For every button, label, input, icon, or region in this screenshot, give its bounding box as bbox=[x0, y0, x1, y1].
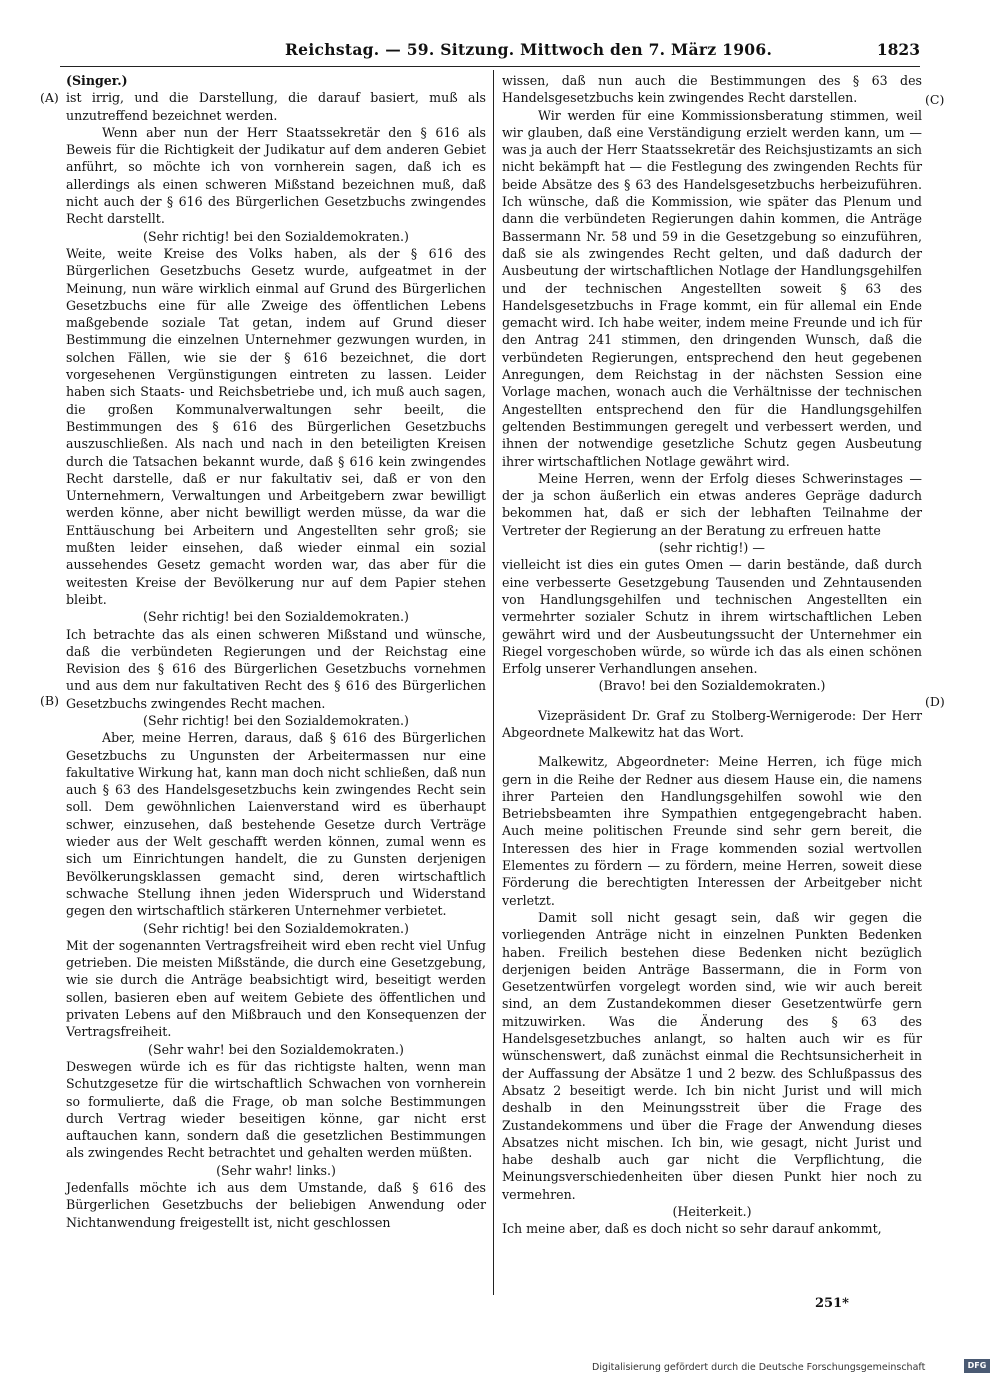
margin-mark-c: (C) bbox=[925, 92, 945, 107]
interjection: (Heiterkeit.) bbox=[672, 1204, 752, 1219]
paragraph: Deswegen würde ich es für das richtigste halten, wenn man Schutzgesetze für die wirtschaftlich Schwachen von vornherein so formulierte, daß die Frage, ob man solche Bestimmungen durch Vertrag wieder beseitigen könne, gar nicht erst auftauchen kann, sondern daß die gesetzlichen Bestimmungen als zwingendes Recht betrachtet und gehalten werden müßten. bbox=[66, 1058, 486, 1161]
paragraph: Weite, weite Kreise des Volks haben, als der § 616 des Bürgerlichen Gesetzbuchs Gesetz wurde, aufgeatmet in der Meinung, nun wäre wirklich einmal auf Grund des Bürgerlichen Gesetzbuchs eine für alle Zweige des öffentlichen Lebens maßgebende soziale Tat getan, indem auf Grund dieser Bestimmung die einzelnen Unternehmer gezwungen wurden, in solchen Fällen, wie sie der § 616 bezeichnet, die dort vorgesehenen Vergünstigungen eintreten zu lassen. Leider haben sich Staats- und Reichsbetriebe und, ich muß auch sagen, die großen Kommunalverwaltungen sehr beeilt, die Bestimmungen des § 616 des Bürgerlichen Gesetzbuchs auszuschließen. Als nach und nach in den beteiligten Kreisen durch die Tatsachen bekannt wurde, daß § 616 kein zwingendes Recht darstelle, daß er nur fakultativ sei, daß er von den Unternehmern, Verwaltungen und Arbeitgebern zwar bewilligt werden könne, aber nicht bewilligt werden müsse, da war die Enttäuschung bei Arbeitern und Angestellten sehr groß; sie mußten leider einsehen, daß wieder einmal ein sozial aussehendes Gesetz gemacht worden war, das aber für die weitesten Kreise der Bevölkerung nur auf dem Papier stehen bleibt. bbox=[66, 245, 486, 607]
speaker-label: (Singer.) bbox=[66, 73, 128, 88]
margin-mark-d: (D) bbox=[925, 694, 945, 709]
paragraph: Malkewitz, Abgeordneter: Meine Herren, ich füge mich gern in die Reihe der Redner aus diesem Hause ein, die namens ihrer Parteien den Handlungsgehilfen sowohl wie den Betriebsbeamten ihre Sympathien entgegengebracht haben. Auch meine politischen Freunde sind sehr gern bereit, die Interessen des hier in Frage kommenden sozial wertvollen Elementes zu fördern — zu fördern, meine Herren, soweit diese Förderung die berechtigten Interessen der Arbeitgeber nicht verletzt. bbox=[502, 754, 922, 908]
running-title: Reichstag. — 59. Sitzung. Mittwoch den 7. März 1906. bbox=[285, 40, 773, 59]
paragraph: Meine Herren, wenn der Erfolg dieses Schwerinstages — der ja schon äußerlich ein etwas anderes Gepräge dadurch bekommen hat, daß er sich der lebhaften Teilnahme der Vertreter der Regierung an der Beratung zu erfreuen hatte bbox=[502, 470, 922, 538]
paragraph: Damit soll nicht gesagt sein, daß wir gegen die vorliegenden Anträge nicht in einzelnen Punkten Bedenken haben. Freilich bestehen diese Bedenken nicht bezüglich derjenigen beiden Anträge Bassermann, die in Form von Gesetzentwürfen vorgelegt worden sind, wie wir auch bereit sind, an dem Zustandekommen dieser Gesetzentwürfe gern mitzuwirken. Was die Änderung des § 63 des Handelsgesetzbuches anlangt, so halten auch wir es für wünschenswert, daß zunächst einmal die Rechtsunsicherheit in der Auffassung der Absätze 1 und 2 bezw. des Schlußpassus des Absatz 2 beseitigt werde. Ich bin nicht Jurist und will mich deshalb in den Meinungsstreit über die Frage des Zustandekommens und über die Frage der Anwendung dieses Absatzes nicht mischen. Ich bin, wie gesagt, nicht Jurist und habe deshalb auch gar nicht die Verpflichtung, die Meinungsverschiedenheiten über diesen Punkt hier noch zu vermehren. bbox=[502, 909, 922, 1202]
interjection: (Sehr richtig! bei den Sozialdemokraten.) bbox=[143, 920, 409, 936]
dfg-logo: DFG bbox=[964, 1359, 990, 1373]
page-header bbox=[60, 40, 920, 66]
digitization-credit: Digitalisierung gefördert durch die Deutsche Forschungsgemeinschaft bbox=[592, 1362, 926, 1373]
paragraph: vielleicht ist dies ein gutes Omen — darin bestände, daß durch eine verbesserte Gesetzgebung Tausenden und Zehntausenden von Handlungsgehilfen und technischen Angestellten ein vermehrter sozialer Schutz in ihrem wirtschaftlichen Leben gewährt wird und der Ausbeutungssucht der Unternehmer ein Riegel vorgeschoben würde, so würde ich das als einen schönen Erfolg unserer Verhandlungen ansehen. bbox=[502, 557, 922, 677]
header-rule bbox=[60, 66, 920, 67]
interjection: (Sehr wahr! links.) bbox=[216, 1162, 336, 1178]
interjection: (sehr richtig!) — bbox=[659, 540, 765, 556]
paragraph: Ich betrachte das als einen schweren Mißstand und wünsche, daß die verbündeten Regierungen und der Reichstag eine Revision des § 616 des Bürgerlichen Gesetzbuchs vornehmen und aus dem nur fakultativen Recht des § 616 des Bürgerlichen Gesetzbuchs zwingendes Recht machen. bbox=[66, 626, 486, 711]
interjection: (Sehr richtig! bei den Sozialdemokraten.) bbox=[143, 712, 409, 728]
interjection: (Bravo! bei den Sozialdemokraten.) bbox=[598, 678, 826, 694]
interjection: (Sehr richtig! bei den Sozialdemokraten.) bbox=[143, 228, 409, 244]
paragraph: Ich meine aber, daß es doch nicht so sehr darauf ankommt, bbox=[502, 1221, 882, 1237]
paragraph: Jedenfalls möchte ich aus dem Umstande, daß § 616 des Bürgerlichen Gesetzbuchs der beliebigen Anwendung oder Nichtanwendung freigestellt ist, nicht geschlossen bbox=[66, 1180, 486, 1230]
page-number: 1823 bbox=[876, 40, 920, 59]
signature-mark: 251* bbox=[815, 1296, 849, 1311]
interjection: (Sehr wahr! bei den Sozialdemokraten.) bbox=[148, 1041, 404, 1057]
speaker-announcement: Vizepräsident Dr. Graf zu Stolberg-Wernigerode: Der Herr Abgeordnete Malkewitz hat das Wort. bbox=[502, 707, 922, 740]
column-divider bbox=[493, 70, 494, 1295]
paragraph: Aber, meine Herren, daraus, daß § 616 des Bürgerlichen Gesetzbuchs zu Ungunsten der Arbeitermassen nur eine fakultative Wirkung hat, kann man doch nicht schließen, daß nun auch § 63 des Handelsgesetzbuchs kein zwingendes Recht sein soll. Dem gewöhnlichen Laienverstand wird es überhaupt schwer, einzusehen, daß bestehende Gesetze durch Verträge wieder aus der Welt geschafft werden können, zumal wenn es sich um Einrichtungen handelt, die zu Gunsten derjenigen Bevölkerungsklassen gemacht sind, deren wirtschaftlich schwache Stellung ihnen jeden Widerspruch und Widerstand gegen den wirtschaftlich stärkeren Unternehmer verbietet. bbox=[66, 730, 486, 919]
margin-mark-b: (B) bbox=[40, 693, 59, 708]
right-column bbox=[502, 72, 922, 1238]
margin-mark-a: (A) bbox=[40, 90, 59, 105]
paragraph: wissen, daß nun auch die Bestimmungen des § 63 des Handelsgesetzbuchs kein zwingendes Recht darstellen. bbox=[502, 73, 922, 106]
interjection: (Sehr richtig! bei den Sozialdemokraten.) bbox=[143, 609, 409, 625]
left-column bbox=[66, 72, 486, 1231]
paragraph: Mit der sogenannten Vertragsfreiheit wird eben recht viel Unfug getrieben. Die meisten Mißstände, die durch eine Gesetzgebung, wie sie durch die Anträge beabsichtigt wird, beseitigt werden sollen, basieren eben auf weitem Gebiete des öffentlichen und privaten Lebens auf den Mißbrauch und den Konsequenzen der Vertragsfreiheit. bbox=[66, 937, 486, 1040]
paragraph: Wenn aber nun der Herr Staatssekretär den § 616 als Beweis für die Richtigkeit der Judikatur auf dem anderen Gebiet anführt, so möchte ich von vornherein sagen, daß ich es allerdings als einen schweren Mißstand bezeichnen muß, daß nicht auch der § 616 des Bürgerlichen Gesetzbuchs zwingendes Recht darstellt. bbox=[66, 124, 486, 227]
paragraph: ist irrig, und die Darstellung, die darauf basiert, muß als unzutreffend bezeichnet werden. bbox=[66, 90, 486, 123]
paragraph: Wir werden für eine Kommissionsberatung stimmen, weil wir glauben, daß eine Verständigung erzielt werden kann, um — was ja auch der Herr Staatssekretär des Reichsjustizamts an sich nicht bekämpft hat — die Festlegung des zwingenden Rechts für beide Absätze des § 63 des Handelsgesetzbuchs herbeizuführen. Ich wünsche, daß die Kommission, wie später das Plenum und dann die verbündeten Regierungen dahin kommen, die Anträge Bassermann Nr. 58 und 59 in die Gesetzgebung so einzuführen, daß sie als zwingendes Recht gelten, und daß dadurch der Ausbeutung der wirtschaftlichen Notlage der Handlungsgehilfen und der technischen Angestellten soweit § 63 des Handelsgesetzbuchs in Frage kommt, ein für allemal ein Ende gemacht wird. Ich habe weiter, indem meine Freunde und ich für den Antrag 241 stimmen, den dringenden Wunsch, daß die verbündeten Regierungen, entsprechend den heut gegebenen Anregungen, dem Reichstag in der nächsten Session eine Vorlage machen, wonach auch die Verhältnisse der technischen Angestellten entsprechend den für die Handlungsgehilfen geltenden Bestimmungen geregelt und verbessert werden, und ihnen der notwendige gesetzliche Schutz gegen Ausbeutung ihrer wirtschaftlichen Notlage gewährt wird. bbox=[502, 107, 922, 469]
